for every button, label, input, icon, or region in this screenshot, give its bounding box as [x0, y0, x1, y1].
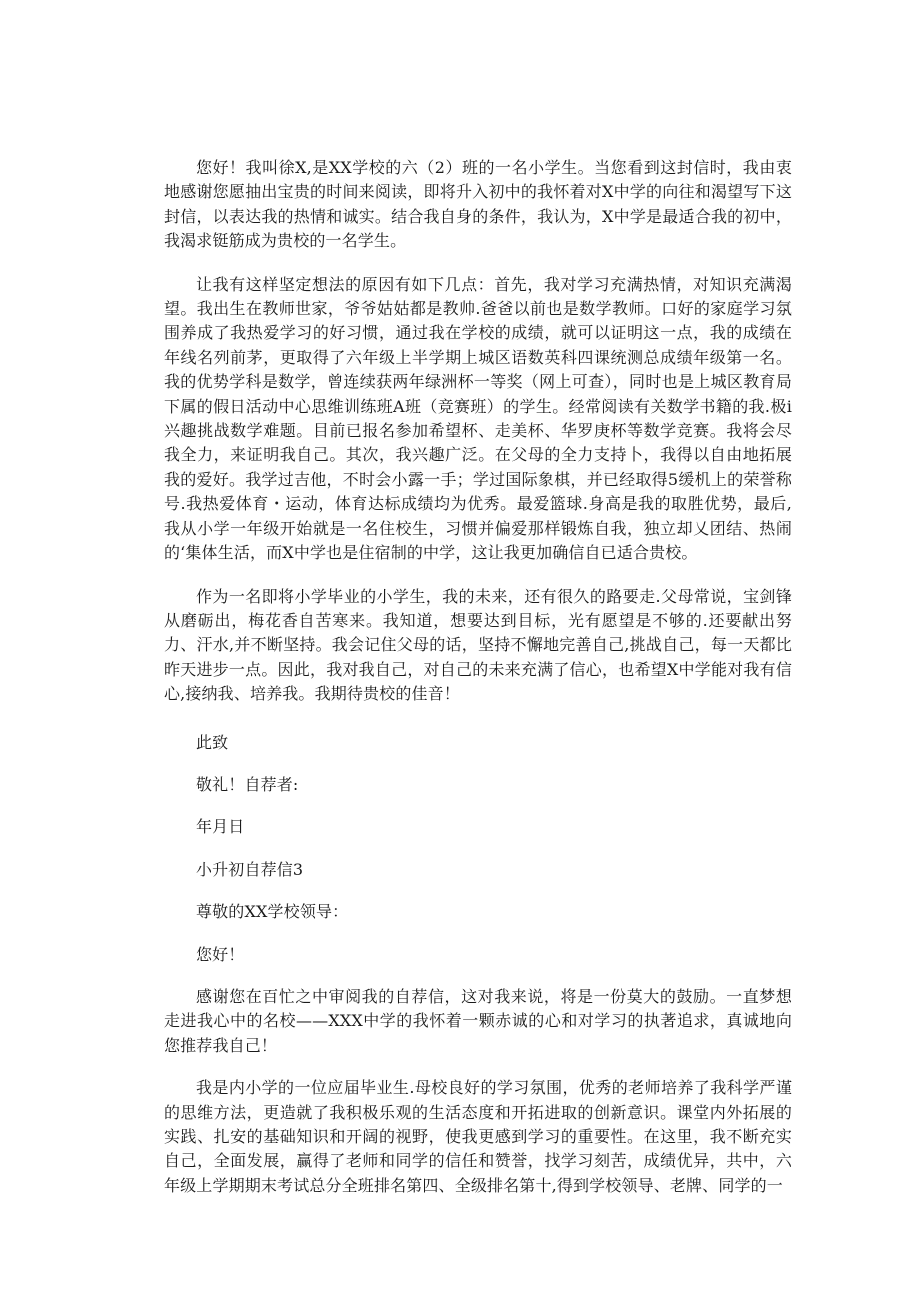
date-line: 年月日 — [196, 817, 245, 837]
letter-paragraph-3: 作为一名即将小学毕业的小学生，我的未来，还有很久的路要走.父母常说，宝剑锋从磨砺出，梅花香自苦寒来。我知道，想要达到目标，光有愿望是不够的.还要献出努力、汗水,并不断坚持。我会记住父母的话，坚持不懈地完善自己,挑战自己，每一天都比昨天进步一点。因此，我对我自己，对自己的未来充满了信心，也希望X中学能对我有信心,接纳我、培养我。我期待贵校的佳音！ — [164, 586, 792, 704]
letter2-paragraph-2: 我是内小学的一位应届毕业生.母校良好的学习氛围，优秀的老师培养了我科学严谨的思维方法，更造就了我积极乐观的生活态度和开拓进取的创新意识。课堂内外拓展的实践、扎安的基础知识和开阔的视野，使我更感到学习的重要性。在这里，我不断充实自己，全面发展，赢得了老师和同学的信任和赞誉，找学习刻苦，成绩优异，共中，六年级上学期期末考试总分全班排名第四、全级排名第十,得到学校领导、老牌、同学的一 — [164, 1078, 792, 1195]
letter-body — [164, 156, 792, 1216]
letter2-paragraph-1: 感谢您在百忙之中审阅我的自荐信，这对我来说，将是一份莫大的鼓励。一直梦想走进我心中的名校——XXX中学的我怀着一颗赤诚的心和对学习的执著追求，真诚地向您推荐我自己！ — [164, 986, 792, 1055]
letter-heading: 小升初自荐信3 — [196, 859, 304, 879]
letter-paragraph-2: 让我有这样坚定想法的原因有如下几点：首先，我对学习充满热情，对知识充满渴望。我出生在教师世家，爷爷姑姑都是教帅.爸爸以前也是数学教师。口好的家庭学习氛围养成了我热爱学习的好习惯，通过我在学校的成绩，就可以证明这一点，我的成绩在年线名列前茅，更取得了六年级上半学期上城区语数英科四课统测总成绩年级第一名。我的优势学科是数学，曾连续获两年绿洲杯一等奖（网上可查），同时也是上城区教育局下属的假日活动中心思维训练班A班（竞赛班）的学生。经常阅读有关数学书籍的我.极i兴趣挑战数学难题。目前已报名参加希望杯、走美杯、华罗庚杯等数学竞赛。我将会尽我全力，来证明我自己。其次，我兴趣广泛。在父母的全力支持卜，我得以自由地拓展我的爱好。我学过吉他，不时会小露一手；学过国际象棋，并已经取得5缓机上的荣誉称号.我热爱体育・运动，体育达标成绩均为优秀。最爱篮球.身高是我的取胜优势，最后,我从小学一年级开始就是一名住校生，习惯并偏爱那样锻炼自我，独立却乂团结、热闹的‘集体生活，而X中学也是住宿制的中学，这让我更加确信自已适合贵校。 — [164, 274, 792, 563]
closing-line-1: 此致 — [196, 732, 229, 752]
closing-line-2: 敬礼！自荐者: — [196, 774, 299, 794]
letter-paragraph-1: 您好！我叫徐X,是XX学校的六（2）班的一名小学生。当您看到这封信时，我由衷地感谢您愿抽出宝贵的时间来阅读，即将升入初中的我怀着对X中学的向往和渴望写下这封信，以表达我的热情和诚实。结合我自身的条件，我认为，X中学是最适合我的初中，我渴求铤筋成为贵校的一名学生。 — [164, 158, 792, 251]
greeting: 您好！ — [196, 944, 245, 964]
salutation: 尊敬的XX学校领导： — [196, 902, 349, 922]
